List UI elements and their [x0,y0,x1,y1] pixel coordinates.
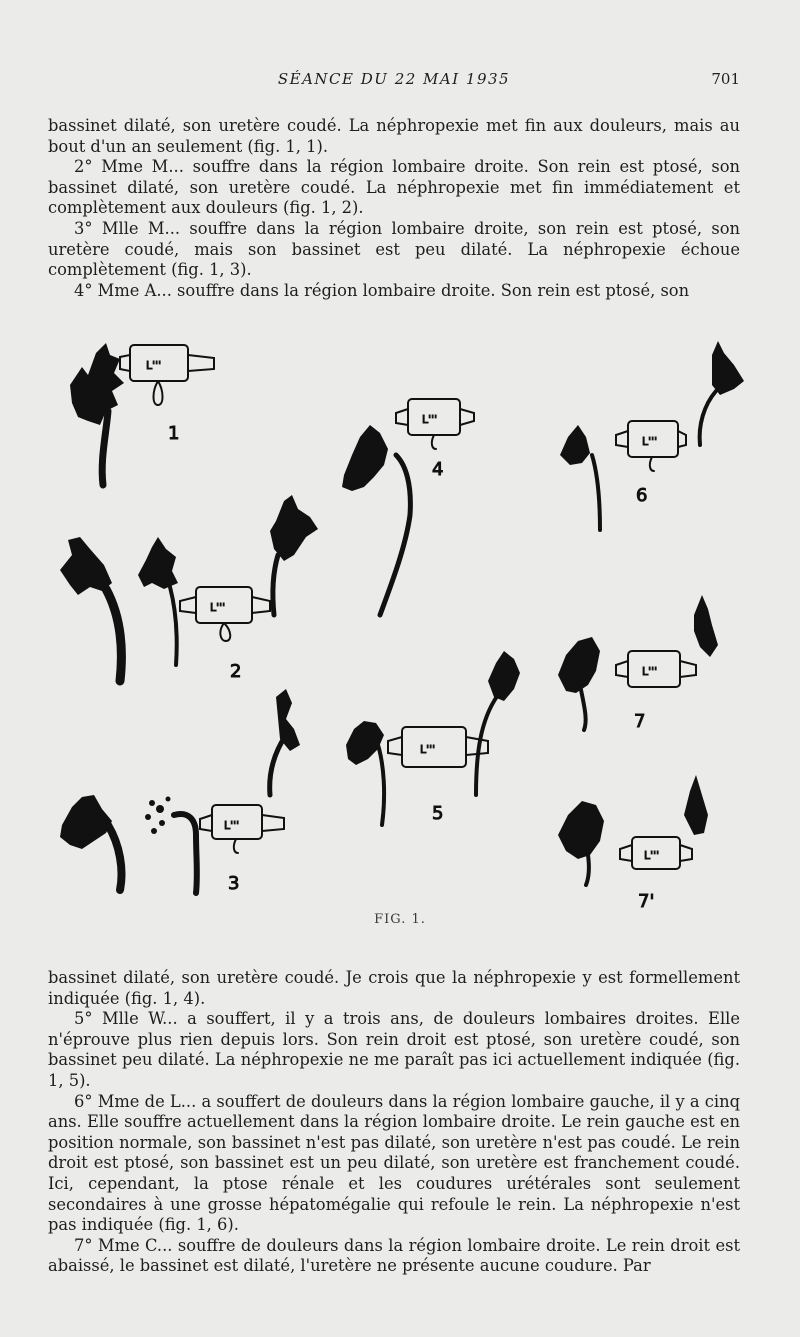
paragraph: 5° Mlle W... a souffert, il y a trois ans, de douleurs lombaires droites. Elle n'éprouve plus rien depuis lors. Son rein droit est ptosé, son uretère coudé, son bassinet peu dilaté. La néphropexie ne me paraît pas ici actuellement indiquée (fig. 1, 5). [48,1009,740,1090]
paragraph: 3° Mlle M... souffre dans la région lombaire droite, son rein est ptosé, son uretère coudé, mais son bassinet est peu dilaté. La néphropexie échoue complètement (fig. 1, 3). [48,218,740,280]
running-title: SÉANCE DU 22 MAI 1935 [277,70,511,88]
panel-7-drawing [558,595,718,732]
vertebra-label: L''' [642,435,658,448]
panel-label-7: 7 [634,711,646,732]
page-header [48,70,740,96]
panel-label-5: 5 [432,803,444,824]
paragraph: 2° Mme M... souffre dans la région lombaire droite. Son rein est ptosé, son bassinet dilaté, son uretère coudé. La néphropexie met fin immédiatement et complètement aux douleurs (fig. 1, 2). [48,157,740,218]
panel-3-drawing [60,689,300,894]
vertebra-label: L''' [644,849,660,862]
panel-4-drawing [342,399,474,615]
body-text-bottom [48,968,740,1277]
panel-label-6: 6 [636,485,648,506]
vertebra-label: L''' [420,743,436,756]
page-number: 701 [711,70,740,88]
paragraph: bassinet dilaté, son uretère coudé. La néphropexie met fin aux douleurs, mais au bout d'un an seulement (fig. 1, 1). [48,116,740,156]
vertebra-label: L''' [146,359,162,372]
figure-caption: FIG. 1. [374,912,426,927]
vertebra-label: L''' [642,665,658,678]
paragraph: 4° Mme A... souffre dans la région lombaire droite. Son rein est ptosé, son [74,280,690,300]
body-text-top [48,116,740,301]
figure-1-drawings [48,325,748,925]
vertebra-label: L''' [422,413,438,426]
vertebra-label: L''' [210,601,226,614]
panel-6-drawing [560,341,744,530]
kidney-pyelogram-drawings [48,325,748,925]
panel-label-2: 2 [230,661,242,682]
panel-label-4: 4 [432,459,444,480]
vertebra-label: L''' [224,819,240,832]
paragraph: 6° Mme de L... a souffert de douleurs dans la région lombaire gauche, il y a cinq ans. Elle souffre actuellement dans la région lombaire droite. Le rein gauche est en position normale, son bassinet n'est pas dilaté, son uretère n'est pas coudé. Le rein droit est ptosé, son bassinet est un peu dilaté, son uretère est franchement coudé. Ici, cependant, la ptose rénale et les coudures urétérales sont seulement secondaires à une grosse hépatomégalie qui refoule le rein. La néphropexie n'est pas indiquée (fig. 1, 6). [48,1091,740,1235]
panel-5-drawing [346,651,520,825]
panel-label-7-prime: 7' [638,891,655,912]
paragraph: bassinet dilaté, son uretère coudé. Je crois que la néphropexie y est formellement indiquée (fig. 1, 4). [48,968,740,1008]
paragraph: 7° Mme C... souffre de douleurs dans la région lombaire droite. Le rein droit est abaissé, le bassinet est dilaté, l'uretère ne présente aucune coudure. Par [48,1235,740,1276]
panel-2-drawing [60,495,318,682]
panel-7-prime-drawing [558,775,708,912]
panel-label-1: 1 [168,423,180,444]
panel-label-3: 3 [228,873,240,894]
panel-1-drawing [70,343,214,485]
